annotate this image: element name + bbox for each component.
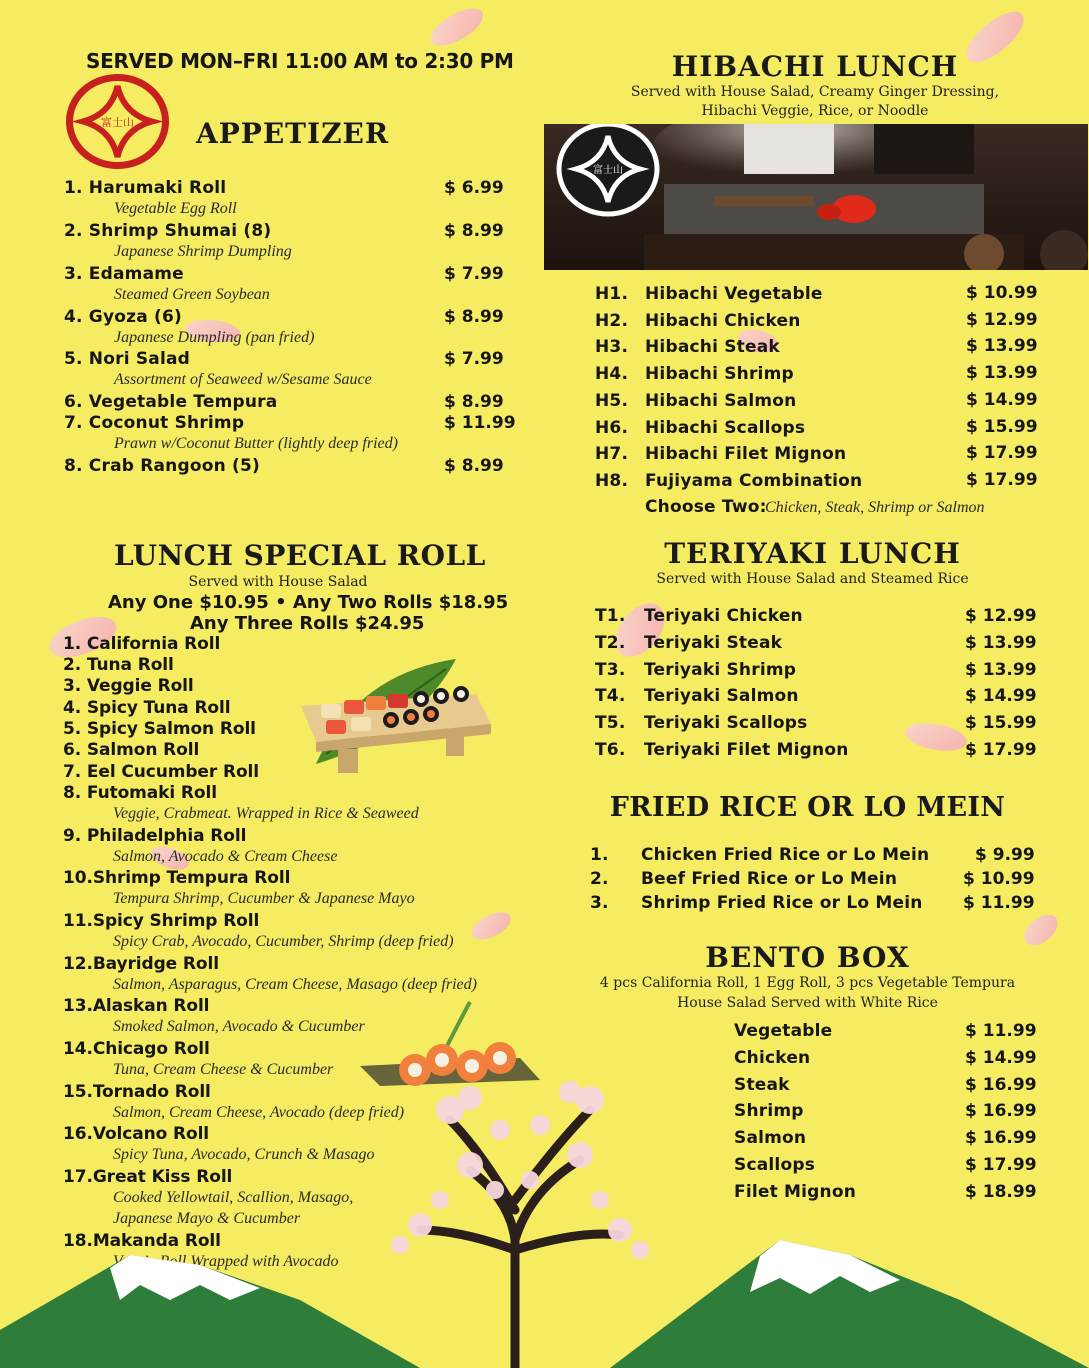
hibachi-item-name: Fujiyama Combination <box>645 470 863 491</box>
roll-item-description: Smoked Salmon, Avocado & Cucumber <box>113 1018 365 1035</box>
hibachi-item-price: $ 12.99 <box>966 309 1038 330</box>
teriyaki-item-name: Teriyaki Salmon <box>644 686 799 707</box>
hibachi-item-price: $ 14.99 <box>966 389 1038 410</box>
bento-item-name: Shrimp <box>734 1101 804 1122</box>
teriyaki-item-code: T4. <box>595 686 626 707</box>
fried-rice-item-price: $ 9.99 <box>975 845 1035 865</box>
bento-item-name: Scallops <box>734 1155 816 1175</box>
hibachi-choose-label: Choose Two: <box>645 497 767 517</box>
teriyaki-item-price: $ 14.99 <box>965 686 1037 707</box>
roll-subtitle: Served with House Salad <box>188 574 368 590</box>
roll-item-name: 10.Shrimp Tempura Roll <box>63 868 291 888</box>
teriyaki-item-name: Teriyaki Filet Mignon <box>644 740 849 760</box>
roll-item-description-2: Japanese Mayo & Cucumber <box>113 1210 301 1227</box>
roll-item-description: Tuna, Cream Cheese & Cucumber <box>113 1061 334 1078</box>
roll-item-name: 18.Makanda Roll <box>63 1231 221 1251</box>
fried-rice-item-name: Chicken Fried Rice or Lo Mein <box>641 845 930 865</box>
fried-rice-item-code: 2. <box>590 869 609 889</box>
roll-item-name: 11.Spicy Shrimp Roll <box>63 911 260 931</box>
appetizer-item-name: 5. Nori Salad <box>64 349 191 369</box>
teriyaki-item-code: T5. <box>595 713 626 734</box>
appetizer-item-name: 7. Coconut Shrimp <box>64 413 245 433</box>
hibachi-item-price: $ 13.99 <box>966 363 1038 384</box>
hibachi-item-code: H5. <box>595 390 629 411</box>
hibachi-item-price: $ 13.99 <box>966 336 1038 357</box>
roll-item-description: Salmon, Avocado & Cream Cheese <box>113 848 338 865</box>
hibachi-item-name: Hibachi Vegetable <box>645 284 823 304</box>
appetizer-item-description: Japanese Dumpling (pan fried) <box>114 329 315 346</box>
hibachi-choose-text: Chicken, Steak, Shrimp or Salmon <box>765 499 985 516</box>
cherry-petal-decoration <box>468 908 515 943</box>
bento-item-price: $ 16.99 <box>965 1074 1037 1095</box>
roll-item-name: 13.Alaskan Roll <box>63 996 210 1016</box>
roll-item-description: Veggie, Crabmeat. Wrapped in Rice & Seaweed <box>113 805 419 822</box>
roll-item-name: 14.Chicago Roll <box>63 1039 210 1059</box>
bento-item-price: $ 17.99 <box>965 1155 1037 1175</box>
teriyaki-subtitle: Served with House Salad and Steamed Rice <box>656 571 969 587</box>
roll-item-name: 16.Volcano Roll <box>63 1124 210 1144</box>
hibachi-item-code: H3. <box>595 337 629 358</box>
appetizer-item-name: 4. Gyoza (6) <box>64 307 182 327</box>
appetizer-item-price: $ 8.99 <box>444 221 504 241</box>
hibachi-subtitle-2: Hibachi Veggie, Rice, or Noodle <box>701 103 929 119</box>
roll-item-description: Salmon, Asparagus, Cream Cheese, Masago (deep fried) <box>113 976 477 993</box>
roll-deal-line-1: Any One $10.95 • Any Two Rolls $18.95 <box>108 592 509 613</box>
bento-item-name: Vegetable <box>734 1021 833 1041</box>
appetizer-item-price: $ 8.99 <box>444 307 504 327</box>
appetizer-item-price: $ 7.99 <box>444 349 504 369</box>
hibachi-item-name: Hibachi Filet Mignon <box>645 444 847 465</box>
fried-rice-item-name: Shrimp Fried Rice or Lo Mein <box>641 893 923 913</box>
bento-item-name: Chicken <box>734 1047 811 1068</box>
fried-rice-title: FRIED RICE OR LO MEIN <box>609 792 1006 823</box>
appetizer-item-name: 1. Harumaki Roll <box>64 178 227 198</box>
bento-item-price: $ 14.99 <box>965 1047 1037 1068</box>
bento-item-name: Filet Mignon <box>734 1181 857 1202</box>
svg-text:富士山: 富士山 <box>593 165 623 176</box>
hibachi-item-name: Hibachi Steak <box>645 337 780 358</box>
teriyaki-item-name: Teriyaki Shrimp <box>644 659 797 680</box>
appetizer-item-name: 2. Shrimp Shumai (8) <box>64 221 272 241</box>
appetizer-item-price: $ 7.99 <box>444 264 504 284</box>
appetizer-item-name: 6. Vegetable Tempura <box>64 392 278 412</box>
hibachi-item-price: $ 17.99 <box>966 443 1038 464</box>
sushi-platter-image <box>296 654 496 784</box>
cherry-petal-decoration <box>425 3 489 51</box>
teriyaki-item-code: T6. <box>595 740 626 760</box>
appetizer-item-price: $ 6.99 <box>444 178 504 198</box>
lunch-special-roll-title: LUNCH SPECIAL ROLL <box>114 539 486 572</box>
fried-rice-item-code: 1. <box>590 845 609 865</box>
served-hours: SERVED MON–FRI 11:00 AM to 2:30 PM <box>86 49 514 73</box>
teriyaki-item-code: T1. <box>595 606 626 626</box>
fried-rice-item-code: 3. <box>590 893 609 913</box>
roll-item-name: 1. California Roll <box>63 634 221 654</box>
teriyaki-item-name: Teriyaki Chicken <box>644 606 803 626</box>
appetizer-title: APPETIZER <box>196 117 390 150</box>
bento-subtitle-1: 4 pcs California Roll, 1 Egg Roll, 3 pcs Vegetable Tempura <box>599 975 1016 991</box>
appetizer-item-description: Japanese Shrimp Dumpling <box>114 243 292 260</box>
teriyaki-item-price: $ 15.99 <box>965 713 1037 734</box>
bento-title: BENTO BOX <box>705 941 910 974</box>
roll-item-name: 17.Great Kiss Roll <box>63 1167 233 1187</box>
hibachi-item-name: Hibachi Salmon <box>645 390 797 411</box>
fried-rice-item-price: $ 10.99 <box>963 869 1035 889</box>
teriyaki-item-name: Teriyaki Scallops <box>644 713 808 734</box>
hibachi-item-code: H7. <box>595 444 629 465</box>
teriyaki-item-price: $ 17.99 <box>965 740 1037 760</box>
hibachi-grill-photo <box>544 124 1088 270</box>
roll-item-name: 4. Spicy Tuna Roll <box>63 698 231 718</box>
fried-rice-item-name: Beef Fried Rice or Lo Mein <box>641 869 898 889</box>
teriyaki-item-name: Teriyaki Steak <box>644 632 783 653</box>
roll-item-name: 3. Veggie Roll <box>63 676 194 696</box>
appetizer-item-description: Prawn w/Coconut Butter (lightly deep fried) <box>114 435 398 452</box>
teriyaki-item-code: T2. <box>595 632 626 653</box>
roll-item-name: 6. Salmon Roll <box>63 740 200 760</box>
roll-item-name: 15.Tornado Roll <box>63 1082 211 1102</box>
hibachi-item-price: $ 15.99 <box>966 416 1038 437</box>
hibachi-item-price: $ 10.99 <box>966 283 1038 303</box>
roll-item-name: 9. Philadelphia Roll <box>63 826 247 846</box>
hibachi-item-price: $ 17.99 <box>966 469 1038 490</box>
roll-item-name: 5. Spicy Salmon Roll <box>63 719 256 739</box>
roll-item-name: 8. Futomaki Roll <box>63 783 217 803</box>
bento-item-name: Steak <box>734 1074 790 1095</box>
teriyaki-item-price: $ 12.99 <box>965 606 1037 626</box>
appetizer-item-price: $ 11.99 <box>444 413 516 433</box>
hibachi-item-code: H6. <box>595 417 629 438</box>
hibachi-item-code: H2. <box>595 310 629 331</box>
hibachi-subtitle-1: Served with House Salad, Creamy Ginger Dressing, <box>630 84 1000 100</box>
fried-rice-item-price: $ 11.99 <box>963 893 1035 913</box>
roll-item-name: 7. Eel Cucumber Roll <box>63 762 259 782</box>
appetizer-item-description: Steamed Green Soybean <box>114 286 270 303</box>
teriyaki-item-price: $ 13.99 <box>965 659 1037 680</box>
roll-item-name: 12.Bayridge Roll <box>63 954 219 974</box>
roll-item-description: Spicy Crab, Avocado, Cucumber, Shrimp (deep fried) <box>113 933 454 950</box>
mountain-cherry-tree-illustration <box>0 1000 1089 1368</box>
bento-item-price: $ 18.99 <box>965 1181 1037 1202</box>
bento-item-price: $ 11.99 <box>965 1021 1037 1041</box>
hibachi-item-name: Hibachi Shrimp <box>645 364 794 385</box>
teriyaki-title: TERIYAKI LUNCH <box>664 537 961 570</box>
roll-item-description: Salmon, Cream Cheese, Avocado (deep fried) <box>113 1104 405 1121</box>
appetizer-item-name: 3. Edamame <box>64 264 184 284</box>
roll-item-description: Cooked Yellowtail, Scallion, Masago, <box>113 1189 354 1206</box>
appetizer-item-price: $ 8.99 <box>444 456 504 476</box>
hibachi-item-code: H4. <box>595 364 629 385</box>
roll-item-description: Veggie Roll Wrapped with Avocado <box>113 1253 339 1270</box>
hibachi-item-name: Hibachi Scallops <box>645 417 806 438</box>
appetizer-item-description: Vegetable Egg Roll <box>114 200 237 217</box>
bento-item-price: $ 16.99 <box>965 1101 1037 1122</box>
bento-subtitle-2: House Salad Served with White Rice <box>677 995 938 1011</box>
restaurant-logo <box>66 74 169 169</box>
hibachi-title: HIBACHI LUNCH <box>671 50 959 83</box>
roll-item-description: Spicy Tuna, Avocado, Crunch & Masago <box>113 1146 375 1163</box>
teriyaki-item-code: T3. <box>595 659 626 680</box>
bento-item-name: Salmon <box>734 1128 807 1149</box>
roll-item-name: 2. Tuna Roll <box>63 655 174 675</box>
teriyaki-item-price: $ 13.99 <box>965 632 1037 653</box>
appetizer-item-price: $ 8.99 <box>444 392 504 412</box>
appetizer-item-name: 8. Crab Rangoon (5) <box>64 456 261 476</box>
roll-item-description: Tempura Shrimp, Cucumber & Japanese Mayo <box>113 890 415 907</box>
cherry-petal-decoration <box>903 716 970 757</box>
hibachi-item-code: H8. <box>595 470 629 491</box>
bento-item-price: $ 16.99 <box>965 1128 1037 1149</box>
appetizer-item-description: Assortment of Seaweed w/Sesame Sauce <box>114 371 372 388</box>
svg-text:富士山: 富士山 <box>101 116 134 129</box>
hibachi-item-code: H1. <box>595 284 629 304</box>
hibachi-item-name: Hibachi Chicken <box>645 310 801 331</box>
roll-deal-line-2: Any Three Rolls $24.95 <box>190 613 425 634</box>
